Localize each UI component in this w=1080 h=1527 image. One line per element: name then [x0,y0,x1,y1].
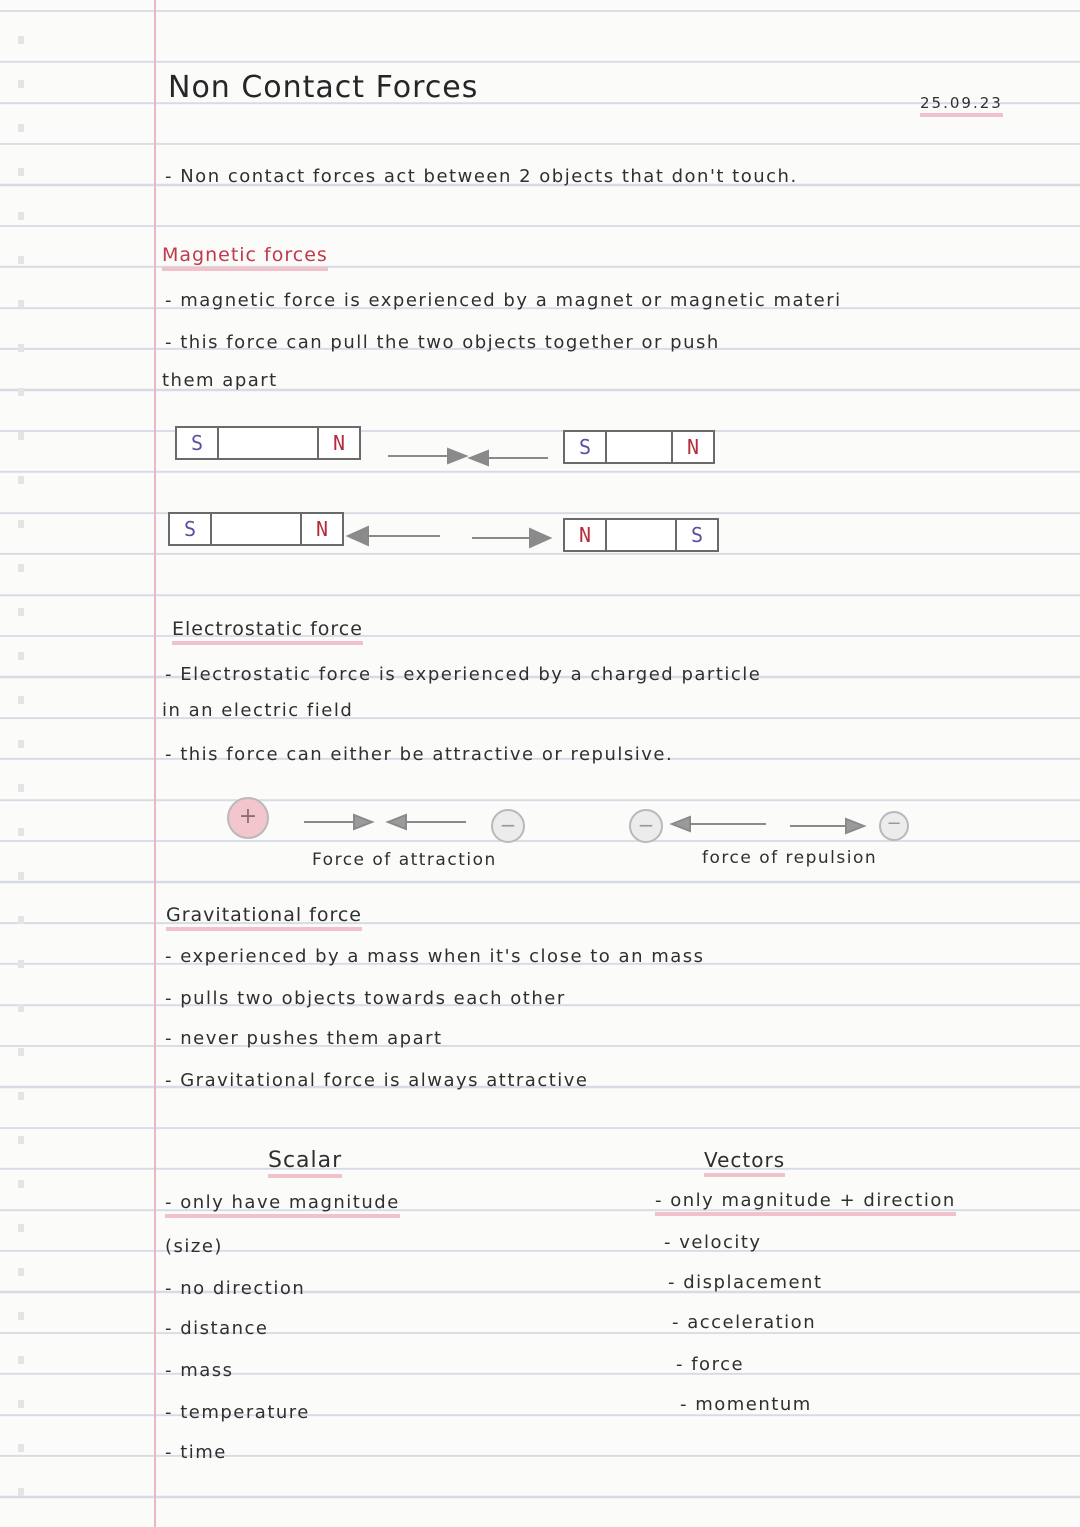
magnetic-line-2: - this force can pull the two objects together or push [165,332,720,353]
minus-sign-1: − [499,813,517,837]
minus-sign-3: − [886,813,902,834]
label-force-of-repulsion: force of repulsion [702,848,878,868]
magnet-1a-right-pole: N [317,428,359,458]
scalar-item-3: - no direction [165,1278,306,1299]
vectors-item-2: - velocity [664,1232,762,1253]
page-title: Non Contact Forces [168,70,479,105]
magnet-2b-right-pole: S [675,520,717,550]
magnetic-line-3: them apart [162,370,278,391]
gravitational-line-4: - Gravitational force is always attractive [165,1070,589,1091]
magnet-2b-left-pole: N [565,520,607,550]
magnet-2a-right-pole: N [300,514,342,544]
electrostatic-line-1: - Electrostatic force is experienced by a charged particle [165,664,762,685]
scalar-item-7: - time [165,1442,227,1463]
vectors-item-1: - only magnitude + direction [655,1190,956,1216]
magnet-2a-left-pole: S [170,514,212,544]
magnet-1a-left-pole: S [177,428,219,458]
label-force-of-attraction: Force of attraction [312,850,497,870]
gravitational-line-2: - pulls two objects towards each other [165,988,566,1009]
magnet-1b-left-pole: S [565,432,607,462]
magnetic-heading: Magnetic forces [162,244,328,271]
electrostatic-line-2: in an electric field [162,700,354,721]
magnetic-line-1: - magnetic force is experienced by a magnet or magnetic materi [165,290,842,311]
electrostatic-line-3: - this force can either be attractive or repulsive. [165,744,674,765]
intro-line: - Non contact forces act between 2 objects that don't touch. [165,166,798,187]
vectors-item-4: - acceleration [672,1312,817,1333]
magnet-1b-right-pole: N [671,432,713,462]
charge-attraction-arrows [304,815,466,829]
gravitational-heading: Gravitational force [166,904,362,931]
scalar-item-4: - distance [165,1318,269,1339]
charge-repulsion-arrows [672,817,864,833]
magnet-repulsion-arrows [348,527,550,547]
scalar-item-5: - mass [165,1360,234,1381]
electrostatic-heading: Electrostatic force [172,618,363,645]
vectors-item-6: - momentum [680,1394,812,1415]
vectors-item-3: - displacement [668,1272,823,1293]
scalar-heading: Scalar [268,1148,342,1178]
scalar-item-2: (size) [165,1236,223,1257]
magnet-attraction-arrows [388,449,548,465]
vectors-item-5: - force [676,1354,745,1375]
minus-sign-2: − [637,813,655,837]
vectors-heading: Vectors [704,1148,785,1177]
scalar-item-1: - only have magnitude [165,1192,400,1218]
scalar-item-6: - temperature [165,1402,310,1423]
plus-sign: + [238,804,258,829]
gravitational-line-3: - never pushes them apart [165,1028,443,1049]
page-date: 25.09.23 [920,94,1003,117]
gravitational-line-1: - experienced by a mass when it's close to an mass [165,946,705,967]
